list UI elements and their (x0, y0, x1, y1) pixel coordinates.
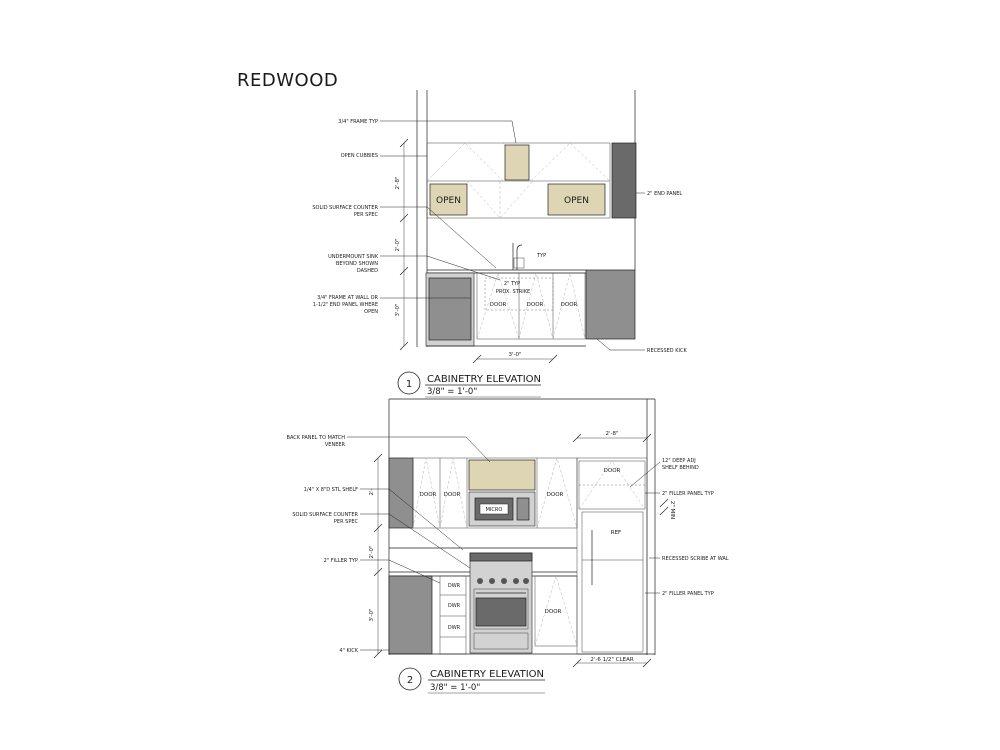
min-dimension-ticks (660, 499, 668, 515)
dim-min: 2" MIN (669, 500, 675, 520)
base-end-panel (389, 576, 432, 654)
door-label-3: DOOR (560, 302, 578, 308)
note-end-panel: 2" END PANEL (647, 191, 683, 197)
note-counter-1: SOLID SURFACE COUNTER (292, 512, 358, 518)
door-label-1: DOOR (419, 492, 437, 498)
dim-mid: 2'-0" (369, 545, 375, 559)
note-recessed-scribe: RECESSED SCRIBE AT WAL (662, 556, 729, 562)
dim-base: 3'-0" (369, 608, 375, 622)
door-over-ref-label: DOOR (603, 468, 621, 474)
lower-cubby-diagonals (467, 181, 533, 218)
microwave-controls (517, 498, 529, 520)
faucet (513, 243, 522, 270)
elevation-2-number: 2 (406, 675, 414, 686)
end-panel (612, 143, 636, 218)
dim-ref-top: 2'-8" (605, 431, 619, 437)
dim-mid: 2'-0" (395, 238, 401, 252)
note-frame-wall-1: 3/4" FRAME AT WALL OR (317, 295, 378, 301)
back-panel (469, 460, 535, 490)
door-label-2: DOOR (526, 302, 544, 308)
upper-end-panel (389, 458, 413, 528)
dim-base: 3'-0" (395, 303, 401, 317)
dwr-label-2: DWR (447, 603, 461, 609)
elevation-2 (287, 399, 729, 693)
range-knob (501, 578, 507, 584)
note-deep-shelf-2: SHELF BEHIND (662, 465, 699, 471)
range-knob (477, 578, 483, 584)
tall-cabinet (577, 458, 647, 654)
note-counter-2: PER SPEC (333, 519, 358, 525)
note-counter-1: SOLID SURFACE COUNTER (312, 205, 378, 211)
elevation-2-scale: 3/8" = 1'-0" (430, 683, 481, 693)
note-filler-panel-2: 2" FILLER PANEL TYP (662, 591, 714, 597)
door-label-2: DOOR (443, 492, 461, 498)
elevation-1 (312, 90, 687, 397)
micro-label: MICRO (485, 507, 503, 513)
refrigerator-side (586, 270, 635, 339)
door-base-label: DOOR (544, 609, 562, 615)
note-filler-typ: 2" FILLER TYP (323, 558, 358, 564)
frame-panel (505, 145, 529, 180)
range-knob (489, 578, 495, 584)
range-knob (513, 578, 519, 584)
dim-upper: 2'- (369, 488, 375, 496)
ref-label: REF (610, 530, 622, 536)
oven-window (476, 598, 526, 626)
note-shelf: 1/4" X 8"D STL SHELF (303, 487, 358, 493)
note-back-panel-2: VENEER (324, 442, 345, 448)
two-typ-note: 2" TYP (503, 281, 521, 287)
dishwasher-front (429, 278, 471, 340)
note-sink-1: UNDERMOUNT SINK (328, 254, 378, 260)
elevation-1-scale: 3/8" = 1'-0" (427, 387, 478, 397)
note-back-panel-1: BACK PANEL TO MATCH (286, 435, 345, 441)
dwr-label-1: DWR (447, 583, 461, 589)
elevation-1-number: 1 (405, 379, 413, 390)
note-open-cubbies: OPEN CUBBIES (340, 153, 378, 159)
range-backguard (470, 553, 532, 561)
note-recessed-kick: RECESSED KICK (647, 348, 687, 354)
note-filler-panel-1: 2" FILLER PANEL TYP (662, 491, 714, 497)
dim-width: 3'-0" (508, 352, 522, 358)
note-sink-3: DASHED (356, 268, 378, 274)
open-label-left: OPEN (436, 196, 461, 206)
door-label-1: DOOR (489, 302, 507, 308)
faucet-base (514, 258, 524, 268)
open-label-right: OPEN (564, 196, 589, 206)
note-frame: 3/4" FRAME TYP (338, 119, 378, 125)
note-counter-2: PER SPEC (353, 212, 378, 218)
typ-note: TYP (537, 253, 547, 259)
note-kick: 4" KICK (339, 648, 358, 654)
door-label-3: DOOR (546, 492, 564, 498)
elevation-1-title: CABINETRY ELEVATION (427, 374, 542, 385)
note-sink-2: BEYOND SHOWN (335, 261, 378, 267)
range-knob (523, 578, 529, 584)
dim-clear: 2'-6 1/2" CLEAR (590, 657, 634, 663)
dim-upper: 2'-8" (395, 176, 401, 190)
note-frame-wall-3: OPEN (364, 309, 378, 315)
note-deep-shelf-1: 12" DEEP ADJ (662, 458, 696, 464)
page-title: REDWOOD (237, 70, 339, 91)
elevation-2-title: CABINETRY ELEVATION (430, 669, 545, 680)
prox-strike-note: PROX. STRIKE (495, 289, 531, 295)
dwr-label-3: DWR (447, 625, 461, 631)
note-frame-wall-2: 1-1/2" END PANEL WHERE (312, 302, 378, 308)
